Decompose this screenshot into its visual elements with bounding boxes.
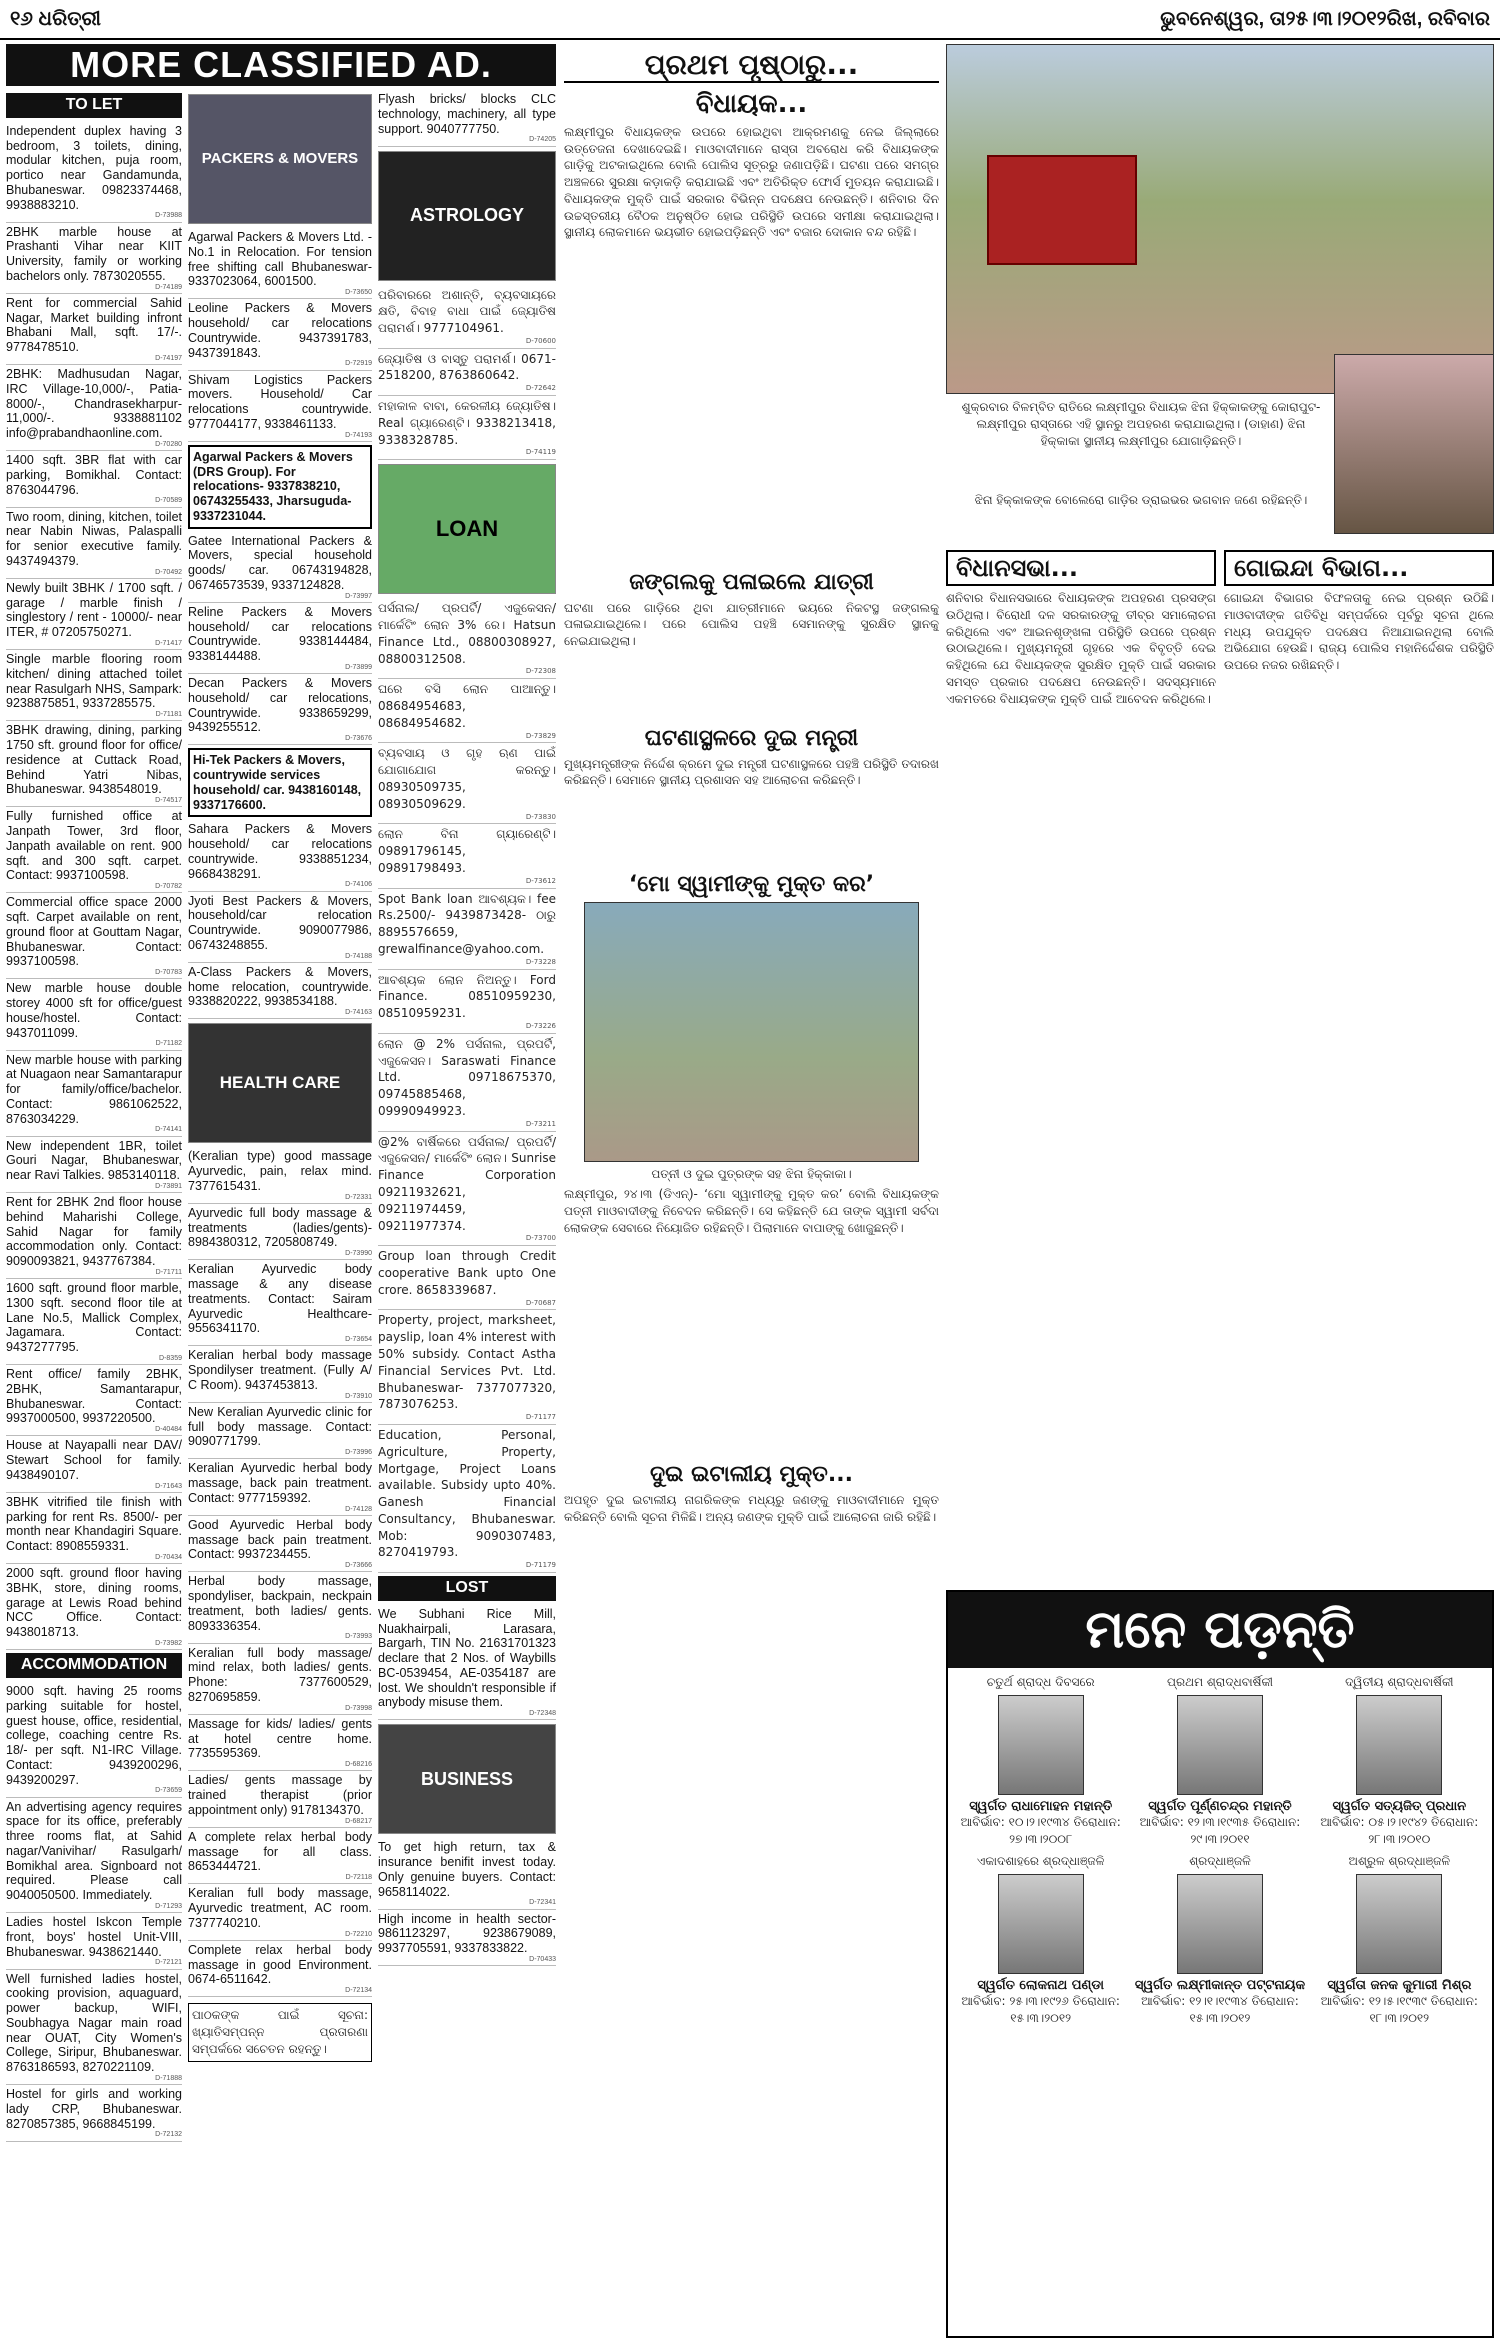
ad-code: D-73829 — [525, 731, 556, 740]
memorial-name: ସ୍ୱର୍ଗତ ପୂର୍ଣ୍ଣଚନ୍ଦ୍ର ମହାନ୍ତି — [1148, 1798, 1292, 1814]
classified-ad-text: @2% ବାର୍ଷିକରେ ପର୍ସନାଲ/ ପ୍ରପର୍ଟି/ ଏଜୁକେସନ/ ମାର୍କେଟିଂ ଲୋନ। Sunrise Finance Corporation 09211932621, 09211974459, 09211977374. — [378, 1134, 556, 1233]
classified-ad-text: New marble house double storey 4000 sft for office/guest house/hostel. Contact: 9437011099. — [6, 981, 182, 1040]
classified-ad — [188, 1346, 372, 1403]
classified-ad-text: Rent for 2BHK 2nd floor house behind Maharishi College, Sahid Nagar for family accommodation only. Contact: 9090093821, 9437767384. — [6, 1195, 182, 1269]
ad-code: D-70589 — [155, 497, 182, 505]
ad-code: D-72642 — [525, 384, 556, 393]
classified-ad — [188, 892, 372, 963]
classified-ad-text: Keralian herbal body massage Spondilyser treatment. (Fully A/ C Room). 9437453813. — [188, 1348, 372, 1392]
classified-ad — [188, 603, 372, 674]
ad-code: D-73990 — [345, 1250, 372, 1257]
classified-ad-text: To get high return, tax & insurance benifit invest today. Only genuine buyers. Contact: 9658114022. — [378, 1840, 556, 1899]
family-photo-caption: ପତ୍ନୀ ଓ ଦୁଇ ପୁତ୍ରଙ୍କ ସହ ଝିନା ହିକ୍କାକା। — [651, 1166, 852, 1181]
classified-ad-text: Well furnished ladies hostel, cooking provision, aquaguard, power backup, WIFI, Soubhagya Nagar main road near OUAT, City Women's College, Siripur, Bhubaneswar. 8763186593, 8270221109. — [6, 1971, 182, 2074]
classified-ad — [188, 1572, 372, 1643]
classified-ad — [188, 1715, 372, 1772]
ad-code: D-70433 — [529, 1955, 556, 1963]
ad-code: D-71888 — [155, 2074, 182, 2082]
memorial-dates: ଆବିର୍ଭାବ: ୧୨।୧।୧୯୩୪ ତିରୋଧାନ: ୧୫।୩।୨୦୧୨ — [1141, 1994, 1299, 2025]
lost-ad — [378, 1605, 556, 1721]
ad-code: D-73612 — [525, 876, 556, 885]
ad-code: D-70687 — [525, 1298, 556, 1307]
classified-ad-text: 2BHK marble house at Prashanti Vihar near KIIT University, family or working bachelors only. 7873020555. — [6, 224, 182, 283]
classified-ad — [188, 532, 372, 603]
ad-code: D-73997 — [345, 592, 372, 600]
classified-ad — [6, 1493, 182, 1564]
ad-code: D-74106 — [345, 881, 372, 889]
memorial-banner: ମନେ ପଡ଼ନ୍ତି — [948, 1592, 1492, 1668]
classified-ad-text: Fully furnished office at Janpath Tower, 3rd floor, Janpath available on rent. 900 sqft. and 300 sqft. carpet. Contact: 9937100598. — [6, 809, 182, 883]
classified-ad — [188, 674, 372, 745]
loan-list — [378, 598, 556, 1573]
classified-ad — [6, 721, 182, 807]
classified-ad-text: Ladies/ gents massage by trained therapist (prior appointment only) 9178134370. — [188, 1773, 372, 1817]
classified-ad — [188, 1459, 372, 1516]
memorial-photo — [998, 1874, 1084, 1974]
classified-ad — [188, 1516, 372, 1573]
memorial-label: ଦ୍ୱିତୀୟ ଶ୍ରାଦ୍ଧବାର୍ଷିକୀ — [1345, 1675, 1454, 1689]
classified-ad-text: Massage for kids/ ladies/ gents at hotel centre home. 7735595369. — [188, 1716, 372, 1761]
classified-ad-text: 3BHK drawing, dining, parking 1750 sft. ground floor for office/ residence at Cuttack Road, Behind Yatri Nibas, Bhubaneswar. 9438548019. — [6, 723, 182, 797]
memorial-entry — [1313, 1853, 1486, 2026]
story2-title: ଜଙ୍ଗଲକୁ ପଳାଇଲେ ଯାତ୍ରୀ — [629, 569, 874, 595]
memorial-photo — [1356, 1874, 1442, 1974]
ad-code: D-40484 — [155, 1426, 182, 1434]
classified-ad — [6, 650, 182, 721]
ad-code: D-72132 — [155, 2131, 182, 2139]
classified-ad-text: ଲୋନ ବିନା ଗ୍ୟାରେଣ୍ଟି। 09891796145, 09891798493. — [378, 827, 556, 876]
vidhansabha-title: ବିଧାନସଭା... — [946, 550, 1216, 586]
loan-logo — [378, 464, 556, 594]
classified-ad — [6, 1564, 182, 1650]
health-care-list — [188, 1147, 372, 1997]
classified-ad — [188, 371, 372, 442]
classified-ad — [378, 743, 556, 824]
flyash-ad-text: Flyash bricks/ blocks CLC technology, machinery, all type support. 9040777750. — [378, 92, 556, 136]
packers-movers-logo — [188, 94, 372, 224]
memorial-entry — [1133, 1674, 1306, 1847]
classified-ad-text: ବ୍ୟବସାୟ ଓ ଗୃହ ଋଣ ପାଇଁ ଯୋଗାଯୋଗ କରନ୍ତୁ। 08930509735, 08930509629. — [378, 746, 556, 811]
story1-title: ବିଧାୟକ... — [695, 89, 808, 120]
classified-ad — [6, 893, 182, 979]
classified-column-1 — [6, 90, 182, 2340]
classified-ad-text: Ayurvedic full body massage & treatments (ladies/gents)- 8984380312, 7205808749. — [188, 1205, 372, 1250]
business-list — [378, 1838, 556, 1966]
classified-ad-text: New Keralian Ayurvedic clinic for full body massage. Contact: 9090771799. — [188, 1404, 372, 1449]
vehicle-shape — [987, 155, 1137, 265]
ad-code: D-72919 — [345, 360, 372, 368]
ad-code: D-70783 — [155, 969, 182, 977]
classified-ad-text: Property, project, marksheet, payslip, loan 4% interest with 50% subsidy. Contact Astha Financial Services Pvt. Ltd. Bhubaneswar- 7377077320, 7873076253. — [378, 1313, 556, 1412]
classified-ad-text: (Keralian type) good massage Ayurvedic, pain, relax mind. 7377615431. — [188, 1149, 372, 1193]
classified-ad — [378, 1910, 556, 1967]
ad-code: D-73700 — [525, 1234, 556, 1243]
classified-ad-text: Complete relax herbal body massage in good Environment. 0674-6511642. — [188, 1942, 372, 1987]
classified-ad — [378, 824, 556, 888]
right-news-block — [946, 550, 1494, 1570]
classified-ad — [6, 1798, 182, 1914]
classified-ad-text: Independent duplex having 3 bedroom, 3 toilets, dining, modular kitchen, puja room, portico near Gandamunda, Bhubaneswar. 09823374468, 9938883210. — [6, 123, 182, 212]
accommodation-heading: ACCOMMODATION — [6, 1653, 182, 1678]
classified-ad — [6, 1051, 182, 1137]
lost-ad-text: We Subhani Rice Mill, Nuakhairpali, Larasara, Bargarh, TIN No. 21631701323 declare that 2 Nos. of Waybills BC-0539454, AE-0354187 are lost. We shouldn't responsible if anybody misuse them. — [378, 1606, 556, 1710]
memorial-photo — [1177, 1695, 1263, 1795]
classified-ad — [6, 122, 182, 223]
classified-ad-text: An advertising agency requires space for its office, preferably three rooms flat, at Sahid nagar/Vanivihar/ Rasulgarh/ Bomikhal area. Signboard not required. Please call 9040050500. Immediately. — [6, 1799, 182, 1902]
classified-ad — [6, 1279, 182, 1365]
classified-ad — [378, 1034, 556, 1132]
ad-code: D-72121 — [155, 1959, 182, 1967]
memorial-label: ଚତୁର୍ଥ ଶ୍ରାଦ୍ଧ ଦିବସରେ — [986, 1675, 1095, 1689]
classified-ad-text: Group loan through Credit cooperative Bank upto One crore. 8658339687. — [378, 1249, 556, 1297]
ad-code: D-74197 — [155, 354, 182, 362]
classified-ad — [188, 228, 372, 299]
flyash-ad — [378, 90, 556, 147]
classified-ad-text: Rent for commercial Sahid Nagar, Market building infront Bhabani Mall, sqft. 17/-. 9778478510. — [6, 295, 182, 355]
ad-code: D-71181 — [155, 711, 182, 719]
astrology-ad-3 — [378, 396, 556, 460]
classified-column-2 — [188, 90, 372, 2340]
memorial-dates: ଆବିର୍ଭାବ: ୨୫।୩।୧୯୨୬ ତିରୋଧାନ: ୧୫।୩।୨୦୧୨ — [961, 1994, 1120, 2025]
astrology-ad-2-text: ଜ୍ୟୋତିଷ ଓ ବାସ୍ତୁ ପରାମର୍ଶ। 0671-2518200, 8763860642. — [378, 351, 556, 383]
ad-code: D-73910 — [345, 1392, 372, 1400]
memorial-name: ସ୍ୱର୍ଗତ ସତ୍ୟଜିତ୍ ପ୍ରଧାନ — [1332, 1798, 1467, 1814]
ad-code: D-70600 — [525, 336, 556, 345]
business-logo — [378, 1724, 556, 1834]
memorial-photo — [1356, 1695, 1442, 1795]
classified-ad-text: 1600 sqft. ground floor marble, 1300 sqft. second floor tile at Lane No.5, Mallick Complex, Jagamara. Contact: 9437277795. — [6, 1281, 182, 1355]
classified-ad-text: New independent 1BR, toilet Gouri Nagar, Bhubaneswar, near Ravi Talkies. 9853140118. — [6, 1138, 182, 1183]
classified-ad — [378, 1838, 556, 1909]
right-news-columns — [946, 550, 1494, 1570]
quote-headline: ‘ମୋ ସ୍ୱାମୀଙ୍କୁ ମୁକ୍ତ କର’ — [628, 871, 875, 897]
ad-code: D-71293 — [155, 1902, 182, 1910]
memorial-photo — [1177, 1874, 1263, 1974]
classified-ad-text: Herbal body massage, spondyliser, backpain, neckpain treatment, both ladies/ gents. 8093336354. — [188, 1574, 372, 1633]
classified-ad — [6, 1365, 182, 1436]
ad-code: D-73993 — [345, 1633, 372, 1641]
memorial-entry — [954, 1853, 1127, 2026]
classified-ad-text: Good Ayurvedic Herbal body massage back pain treatment. Contact: 9937234455. — [188, 1517, 372, 1562]
classified-ad-text: Leoline Packers & Movers household/ car relocations Countrywide. 9437391783, 9437391843. — [188, 301, 372, 360]
ad-code: D-72210 — [345, 1930, 372, 1938]
classified-ad-text: A-Class Packers & Movers, home relocation, countrywide. 9338820222, 9938534188. — [188, 964, 372, 1009]
classified-ad-text: ଘରେ ବସି ଲୋନ ପାଆନ୍ତୁ। 08684954683, 08684954682. — [378, 682, 556, 730]
ad-code: D-73211 — [525, 1119, 556, 1128]
ad-code: D-73982 — [155, 1639, 182, 1647]
memorial-entry — [1313, 1674, 1486, 1847]
memorial-label: ଶ୍ରଦ୍ଧାଞ୍ଜଳି — [1189, 1854, 1251, 1869]
astrology-logo-text: ASTROLOGY — [409, 204, 524, 225]
ad-code: D-72341 — [529, 1899, 556, 1907]
classified-ad-text: Education, Personal, Agriculture, Property, Mortgage, Project Loans available. Subsidy upto 40%. Ganesh Financial Consultancy, Bhubaneswar. Mob: 9090307483, 8270419793. — [378, 1427, 556, 1560]
ad-code: D-74119 — [525, 448, 556, 457]
classified-ad-text: 2BHK: Madhusudan Nagar, IRC Village-10,000/-, Patia- 8000/-, Chandrasekharpur-11,000/-. 9338881102 info@prabandhaonline.com. — [6, 367, 182, 441]
classified-ad — [378, 889, 556, 970]
astrology-logo — [378, 151, 556, 281]
news-column-main — [564, 44, 939, 2339]
memorial-dates: ଆବିର୍ଭାବ: ୧୨।୩।୧୯୩୫ ତିରୋଧାନ: ୨୯।୩।୨୦୧୧ — [1139, 1814, 1301, 1846]
ad-code: D-73228 — [525, 957, 556, 966]
classified-ad — [6, 979, 182, 1050]
classified-ad — [188, 299, 372, 370]
classified-ad — [6, 508, 182, 579]
ad-code: D-74517 — [155, 797, 182, 805]
classified-ad — [6, 579, 182, 650]
ad-code: D-71177 — [525, 1413, 556, 1422]
classified-ad — [6, 1193, 182, 1279]
classified-ad-text: Keralian full body massage/ mind relax, both ladies/ gents. Phone: 7377600529, 8270695859. — [188, 1645, 372, 1704]
ad-code: D-72348 — [529, 1710, 556, 1718]
ad-code: D-70782 — [155, 883, 182, 891]
ad-code: D-73659 — [155, 1787, 182, 1795]
classified-ad-text: Single marble flooring room kitchen/ dining attached toilet near Rasulgarh NHS, Sampark: 9238875851, 9337285575. — [6, 652, 182, 711]
memorial-label: ପ୍ରଥମ ଶ୍ରାଦ୍ଧବାର୍ଷିକୀ — [1167, 1675, 1273, 1689]
memorial-label: ଏକାଦଶାହରେ ଶ୍ରଦ୍ଧାଞ୍ଜଳି — [976, 1854, 1105, 1869]
classified-ad — [378, 1425, 556, 1573]
packers-list-a — [188, 228, 372, 442]
classified-ad — [188, 1771, 372, 1828]
classified-ad-text: A complete relax herbal body massage for all class. 8653444721. — [188, 1829, 372, 1874]
health-care-logo — [188, 1023, 372, 1143]
ad-code: D-71711 — [155, 1268, 182, 1276]
classified-column-3 — [378, 90, 556, 2340]
ad-code: D-73676 — [345, 735, 372, 742]
classified-ad-text: ଲୋନ @ 2% ପର୍ସନାଲ, ପ୍ରପର୍ଟି, ଏଜୁକେସନ। Saraswati Finance Ltd. 09718675370, 09745885468, 09990949923. — [378, 1036, 556, 1118]
ad-code: D-74193 — [345, 431, 372, 439]
memorial-dates: ଆବିର୍ଭାବ: ୧୦।୨।୧୯୩୪ ତିରୋଧାନ: ୨୭।୩।୨୦୦୮ — [960, 1814, 1121, 1846]
classified-ad-text: ଆବଶ୍ୟକ ଲୋନ ନିଅନ୍ତୁ। Ford Finance. 08510959230, 08510959231. — [378, 972, 556, 1021]
packers-list-c — [188, 820, 372, 1019]
classified-ad-text: 2000 sqft. ground floor having 3BHK, store, dining rooms, garage at Lewis Road behind NCC Office. Contact: 9438018713. — [6, 1566, 182, 1640]
ad-code: D-8359 — [159, 1354, 182, 1362]
memorial-entry — [954, 1674, 1127, 1847]
classified-ad — [378, 679, 556, 743]
classified-ad-text: 9000 sqft. having 25 rooms parking suitable for hostel, guest house, office, residential, college, coaching centre Rs. 18/- per sqft. N1-IRC Village. Contact: 9439200296, 9439200297. — [6, 1684, 182, 1787]
classified-ad-text: Commercial office space 2000 sqft. Carpet available on rent, ground floor at Gouttam Nagar, Bhubaneswar. Contact: 9937100598. — [6, 895, 182, 969]
classified-ad — [6, 1970, 182, 2086]
astrology-ad-1 — [378, 285, 556, 349]
ad-code: D-70434 — [155, 1553, 182, 1561]
classified-ad-text: High income in health sector- 9861123297, 9238679089, 9937705591, 9337833822. — [378, 1911, 556, 1956]
classified-ad-text: Gatee International Packers & Movers, special household goods/ car. 06743194828, 06746573539, 9337124828. — [188, 533, 372, 592]
ad-code: D-73891 — [155, 1182, 182, 1190]
page-number: ୧୬ ଧରିତ୍ରୀ — [10, 7, 102, 30]
ad-code: D-72308 — [525, 667, 556, 676]
vidhansabha-story — [946, 550, 1216, 1570]
accommodation-list — [6, 1682, 182, 2142]
classified-ad-text: Sahara Packers & Movers household/ car relocations countrywide. 9338851234, 9668438291. — [188, 822, 372, 881]
ad-code: D-73666 — [345, 1562, 372, 1569]
classified-ad — [378, 970, 556, 1034]
classified-ad-text: House at Nayapalli near DAV/ Stewart School for family. 9438490107. — [6, 1438, 182, 1482]
memorial-name: ସ୍ୱର୍ଗତ ଲକ୍ଷ୍ମୀକାନ୍ତ ପଟ୍ଟନାୟକ — [1134, 1978, 1306, 1994]
memorial-label: ଅଶ୍ରୁଳ ଶ୍ରଦ୍ଧାଞ୍ଜଳି — [1348, 1854, 1451, 1869]
classified-ad-text: Jyoti Best Packers & Movers, household/car relocation Countrywide. 9090077986, 06743248855. — [188, 893, 372, 952]
vehicle-photo — [946, 44, 1494, 394]
astrology-ad-3-text: ମହାକାଳ ବାବା, କେରଳୀୟ ଜ୍ୟୋତିଷ। Real ଗ୍ୟାରେଣ୍ଟି। 9338213418, 9338328785. — [378, 399, 556, 447]
classified-ad — [188, 963, 372, 1020]
classified-banner: MORE CLASSIFIED AD. — [6, 44, 556, 86]
ad-code: D-68216 — [345, 1761, 372, 1768]
dateline: ଭୁବନେଶ୍ୱର, ତା୨୫।୩।୨୦୧୨ରିଖ, ରବିବାର — [1160, 7, 1490, 30]
memorial-entry — [1133, 1853, 1306, 2026]
memorial-name: ସ୍ୱର୍ଗତ ରାଧାମୋହନ ମହାନ୍ତି — [969, 1798, 1113, 1814]
classified-ad-text: New marble house with parking at Nuagaon near Samantarapur for family/office/bachelor. Contact: 9861062522, 8763034229. — [6, 1052, 182, 1126]
top-photo-block — [946, 44, 1494, 534]
classified-ad-text: Keralian full body massage, Ayurvedic treatment, AC room. 7377740210. — [188, 1886, 372, 1930]
story3-body: ମୁଖ୍ୟମନ୍ତ୍ରୀଙ୍କ ନିର୍ଦ୍ଦେଶ କ୍ରମେ ଦୁଇ ମନ୍ତ୍ରୀ ଘଟଣାସ୍ଥଳରେ ପହଞ୍ଚି ପରିସ୍ଥିତି ତଦାରଖ କରିଛନ୍ତି। ସେମାନେ ସ୍ଥାନୀୟ ପ୍ରଶାସନ ସହ ଆଲୋଚନା କରିଛନ୍ତି। — [564, 756, 939, 788]
classified-ad — [188, 1204, 372, 1261]
ad-code: D-73226 — [525, 1021, 556, 1030]
classified-ad-text: Hostel for girls and working lady CRP, Bhubaneswar. 8270857385, 9668845199. — [6, 2087, 182, 2131]
ad-code: D-70492 — [155, 568, 182, 576]
ad-code: D-74128 — [345, 1505, 372, 1513]
classified-ad-text: 1400 sqft. 3BR flat with car parking, Bomikhal. Contact: 8763044796. — [6, 453, 182, 497]
vidhansabha-body: ଶନିବାର ବିଧାନସଭାରେ ବିଧାୟକଙ୍କ ଅପହରଣ ପ୍ରସଙ୍ଗ ଉଠିଥିଲା। ବିରୋଧୀ ଦଳ ସରକାରଙ୍କୁ ତୀବ୍ର ସମାଲୋଚନା କରିଥିଲେ ଏବଂ ଆଇନଶୃଙ୍ଖଳା ପରିସ୍ଥିତି ଉପରେ ପ୍ରଶ୍ନ ଉଠାଇଥିଲେ। ମୁଖ୍ୟମନ୍ତ୍ରୀ ଗୃହରେ ଏକ ବିବୃତ୍ତି ଦେଇ କହିଥିଲେ ଯେ ବିଧାୟକଙ୍କ ସୁରକ୍ଷିତ ମୁକ୍ତି ପାଇଁ ସରକାର ସମସ୍ତ ପ୍ରକାର ପଦକ୍ଷେପ ନେଉଛନ୍ତି। ସଦସ୍ୟମାନେ ଏକମତରେ ବିଧାୟକଙ୍କ ମୁକ୍ତି ପାଇଁ ଆବେଦନ କରିଥିଲେ। — [946, 591, 1216, 706]
ad-code: D-74188 — [345, 952, 372, 960]
ad-code: D-73899 — [345, 663, 372, 671]
classified-ad — [378, 1246, 556, 1310]
ad-code: D-71417 — [155, 639, 182, 647]
section-title: ପ୍ରଥମ ପୃଷ୍ଠାରୁ... — [564, 48, 939, 83]
classified-ad-text: Rent office/ family 2BHK, 2BHK, Samantarapur, Bhubaneswar. Contact: 9937000500, 9937220500. — [6, 1367, 182, 1426]
story1-body: ଲକ୍ଷ୍ମୀପୁର ବିଧାୟକଙ୍କ ଉପରେ ହୋଇଥିବା ଆକ୍ରମଣକୁ ନେଇ ଜିଲ୍ଲାରେ ଉତ୍ତେଜନା ଦେଖାଦେଇଛି। ମାଓବାଦୀମାନେ ରାସ୍ତା ଅବରୋଧ କରି ବିଧାୟକଙ୍କ ଗାଡ଼ିକୁ ଅଟକାଇଥିଲେ ବୋଲି ପୋଲିସ ସୂତ୍ରରୁ ଜଣାପଡ଼ିଛି। ଘଟଣା ପରେ ସମଗ୍ର ଅଞ୍ଚଳରେ ସୁରକ୍ଷା କଡ଼ାକଡ଼ି କରାଯାଇଛି ଏବଂ ଅତିରିକ୍ତ ଫୋର୍ସ ମୁତୟନ କରାଯାଇଛି। ବିଧାୟକଙ୍କ ମୁକ୍ତି ପାଇଁ ସରକାର ବିଭିନ୍ନ ପଦକ୍ଷେପ ନେଉଛନ୍ତି। ଶନିବାର ଦିନ ଉଚ୍ଚସ୍ତରୀୟ ବୈଠକ ଅନୁଷ୍ଠିତ ହୋଇ ପରିସ୍ଥିତି ଉପରେ ସମୀକ୍ଷା କରାଯାଇଥିଲା। ସ୍ଥାନୀୟ ଲୋକମାନେ ଭୟଭୀତ ହୋଇପଡ଼ିଛନ୍ତି ଏବଂ ବଜାର ଦୋକାନ ବନ୍ଦ ରହିଛି। — [564, 124, 939, 240]
memorial-grid — [948, 1668, 1492, 2033]
classified-ad-text: Reline Packers & Movers household/ car relocations Countrywide. 9338144484, 9338144488. — [188, 604, 372, 663]
classified-ad-text: Keralian Ayurvedic body massage & any disease treatments. Contact: Sairam Ayurvedic Healthcare- 9556341170. — [188, 1262, 372, 1336]
classified-ad — [188, 1403, 372, 1460]
goenda-body: ଗୋଇନ୍ଦା ବିଭାଗର ବିଫଳତାକୁ ନେଇ ପ୍ରଶ୍ନ ଉଠିଛି। ମାଓବାଦୀଙ୍କ ଗତିବିଧି ସମ୍ପର୍କରେ ପୂର୍ବରୁ ସୂଚନା ଥିଲେ ମଧ୍ୟ ଉପଯୁକ୍ତ ପଦକ୍ଷେପ ନିଆଯାଇନଥିଲା ବୋଲି ଅଭିଯୋଗ ହେଉଛି। ରାଜ୍ୟ ପୋଲିସ ମହାନିର୍ଦ୍ଦେଶକ ପରିସ୍ଥିତି ଉପରେ ନଜର ରଖିଛନ୍ତି। — [1224, 591, 1494, 673]
ad-code: D-72134 — [345, 1987, 372, 1994]
memorial-name: ସ୍ୱର୍ଗତା ଜନକ କୁମାରୀ ମିଶ୍ର — [1327, 1978, 1472, 1994]
classified-ad — [188, 1884, 372, 1941]
classified-ad-text: 3BHK vitrified tile finish with parking for rent Rs. 8500/- per month near Khandagiri Square. Contact: 8908559331. — [6, 1494, 182, 1554]
classified-ad — [6, 1137, 182, 1194]
ad-code: D-73650 — [345, 289, 372, 296]
classified-ad — [6, 365, 182, 451]
agarwal-boxed-ad: Agarwal Packers & Movers (DRS Group). For relocations- 9337838210, 06743255433, Jharsuguda- 9337231044. — [188, 445, 372, 529]
classified-ad — [6, 223, 182, 294]
lost-heading: LOST — [378, 1576, 556, 1601]
to-let-list — [6, 122, 182, 1650]
astrology-ad-2 — [378, 349, 556, 396]
ad-code: D-73830 — [525, 812, 556, 821]
ad-code: D-74189 — [155, 283, 182, 291]
classified-ad-text: ପର୍ସନାଲ/ ପ୍ରପର୍ଟି/ ଏଜୁକେସନ/ ମାର୍କେଟିଂ ଲୋନ 3% ରେ। Hatsun Finance Ltd., 08800308927, 08800312508. — [378, 601, 556, 666]
packers-list-b — [188, 532, 372, 746]
to-let-heading: TO LET — [6, 93, 182, 118]
classified-ad-text: Newly built 3BHK / 1700 sqft. / garage / marble finish / singlestory / rent - 10000/- near ITER, # 07205750271. — [6, 580, 182, 640]
ad-code: D-73988 — [155, 212, 182, 220]
astrology-ad-1-text: ପରିବାରରେ ଅଶାନ୍ତି, ବ୍ୟବସାୟରେ କ୍ଷତି, ବିବାହ ବାଧା ପାଇଁ ଜ୍ୟୋତିଷ ପରାମର୍ଶ। 9777104961. — [378, 287, 556, 336]
reader-notice: ପାଠକଙ୍କ ପାଇଁ ସୂଚନା: ଖ୍ୟାତିସମ୍ପନ୍ନ ପ୍ରତାରଣା ସମ୍ପର୍କରେ ସଚେତନ ରହନ୍ତୁ। — [188, 2003, 372, 2061]
classified-ad — [188, 1260, 372, 1346]
classified-ad-text: Decan Packers & Movers household/ car relocations, Countrywide. 9338659299, 9439255512. — [188, 676, 372, 735]
classified-ad — [6, 451, 182, 508]
ad-code: D-71179 — [525, 1561, 556, 1570]
memorial-section — [946, 1590, 1494, 2338]
classified-ad — [378, 598, 556, 679]
classified-ad-text: Agarwal Packers & Movers Ltd. - No.1 in Relocation. For tension free shifting call Bhubaneswar- 9337023064, 6001500. — [188, 230, 372, 289]
family-photo — [584, 902, 919, 1162]
classified-ad — [6, 2085, 182, 2142]
classified-ad — [6, 1436, 182, 1493]
classified-ad — [188, 1147, 372, 1204]
classified-ad — [6, 1682, 182, 1798]
ad-code: D-71182 — [155, 1040, 182, 1048]
ad-code: D-73654 — [345, 1336, 372, 1343]
classified-ad — [188, 1828, 372, 1885]
ad-code: D-71643 — [155, 1482, 182, 1490]
classified-ad — [6, 1913, 182, 1970]
ad-code: D-73996 — [345, 1449, 372, 1456]
packers-movers-logo-text: PACKERS & MOVERS — [201, 150, 359, 168]
goenda-story — [1224, 550, 1494, 1570]
story5-title: ଦୁଇ ଇଟାଲୀୟ ମୁକ୍ତ... — [650, 1462, 853, 1488]
memorial-dates: ଆବିର୍ଭାବ: ୦୫।୨।୧୯୪୨ ତିରୋଧାନ: ୨୮।୩।୨୦୧୦ — [1320, 1814, 1479, 1846]
ad-code: D-70280 — [155, 440, 182, 448]
ad-code: D-74141 — [155, 1126, 182, 1134]
business-logo-text: BUSINESS — [420, 1768, 514, 1789]
photo-caption-2: ଝିନା ହିକ୍କାକଙ୍କ ବୋଲେରୋ ଗାଡ଼ିର ଡ୍ରାଇଭର ଭଗବାନ ଜଣେ ରହିଛନ୍ତି। — [974, 493, 1308, 507]
memorial-name: ସ୍ୱର୍ଗତ ଲୋକନାଥ ପଣ୍ଡା — [977, 1978, 1104, 1994]
story4-body: ଲକ୍ଷ୍ମୀପୁର, ୨୪।୩ (ଡିଏନ୍‌)- ‘ମୋ ସ୍ୱାମୀଙ୍କୁ ମୁକ୍ତ କର’ ବୋଲି ବିଧାୟକଙ୍କ ପତ୍ନୀ ମାଓବାଦୀଙ୍କୁ ନିବେଦନ କରିଛନ୍ତି। ସେ କହିଛନ୍ତି ଯେ ତାଙ୍କ ସ୍ୱାମୀ ସର୍ବଦା ଲୋକଙ୍କ ସେବାରେ ନିୟୋଜିତ ରହିଛନ୍ତି। ପିଲାମାନେ ବାପାଙ୍କୁ ଖୋଜୁଛନ୍ତି। — [564, 1187, 939, 1235]
story5-body: ଅପହୃତ ଦୁଇ ଇଟାଲୀୟ ନାଗରିକଙ୍କ ମଧ୍ୟରୁ ଜଣଙ୍କୁ ମାଓବାଦୀମାନେ ମୁକ୍ତ କରିଛନ୍ତି ବୋଲି ସୂଚନା ମିଳିଛି। ଅନ୍ୟ ଜଣଙ୍କ ମୁକ୍ତି ପାଇଁ ଆଲୋଚନା ଜାରି ରହିଛି। — [564, 1493, 939, 1525]
ad-code: D-73998 — [345, 1704, 372, 1712]
classified-ad — [6, 294, 182, 365]
classified-ad — [188, 820, 372, 891]
classified-ad — [6, 807, 182, 893]
loan-logo-text: LOAN — [435, 516, 499, 542]
ad-code: D-68217 — [345, 1817, 372, 1825]
classified-ad-text: Ladies hostel Iskcon Temple front, boys' hostel Unit-VIII, Bhubaneswar. 9438621440. — [6, 1915, 182, 1959]
classified-ad — [188, 1941, 372, 1998]
page-header — [0, 0, 1500, 40]
story2-body: ଘଟଣା ପରେ ଗାଡ଼ିରେ ଥିବା ଯାତ୍ରୀମାନେ ଭୟରେ ନିକଟସ୍ଥ ଜଙ୍ଗଲକୁ ପଳାଇଯାଇଥିଲେ। ପରେ ପୋଲିସ ପହଞ୍ଚି ସେମାନଙ୍କୁ ସୁରକ୍ଷିତ ସ୍ଥାନକୁ ନେଇଯାଇଥିଲା। — [564, 600, 939, 649]
ad-code: D-74205 — [529, 136, 556, 144]
classified-ad — [378, 1132, 556, 1247]
classified-ad-text: Shivam Logistics Packers movers. Household/ Car relocations countrywide. 9777044177, 9338461133. — [188, 372, 372, 431]
ad-code: D-72118 — [345, 1874, 372, 1881]
photo-caption: ଶୁକ୍ରବାର ବିଳମ୍ବିତ ରାତିରେ ଲକ୍ଷ୍ମୀପୁର ବିଧାୟକ ଝିନା ହିକ୍କାକଙ୍କୁ କୋରାପୁଟ-ଲକ୍ଷ୍ମୀପୁର ରାସ୍ତାରେ ଏହି ସ୍ଥାନରୁ ଅପହରଣ କରାଯାଇଥିଲା। (ଡାହାଣ) ଝିନା ହିକ୍କାକା ସ୍ଥାନୀୟ ଲକ୍ଷ୍ମୀପୁର ଯୋଗାଡ଼ିଛନ୍ତି। — [961, 400, 1321, 448]
memorial-dates: ଆବିର୍ଭାବ: ୧୨।୫।୧୯୩୯ ତିରୋଧାନ: ୧୮।୩।୨୦୧୨ — [1320, 1994, 1478, 2025]
health-care-logo-text: HEALTH CARE — [219, 1073, 341, 1093]
classified-ad-text: Two room, dining, kitchen, toilet near Nabin Niwas, Palaspalli for senior executive family. 9437494379. — [6, 509, 182, 568]
story3-title: ଘଟଣାସ୍ଥଳରେ ଦୁଇ ମନ୍ତ୍ରୀ — [644, 725, 859, 751]
classified-ad-text: Spot Bank loan ଆବଶ୍ୟକ। fee Rs.2500/- 9439873428- ଠାରୁ 8895576659, grewalfinance@yahoo.com. — [378, 891, 556, 956]
classified-ad-text: Keralian Ayurvedic herbal body massage, back pain treatment. Contact: 9777159392. — [188, 1461, 372, 1505]
classified-ad — [188, 1644, 372, 1715]
classified-ad — [378, 1310, 556, 1425]
ad-code: D-74163 — [345, 1009, 372, 1016]
memorial-photo — [998, 1695, 1084, 1795]
hitek-boxed-ad: Hi-Tek Packers & Movers, countrywide services household/ car. 9438160148, 9337176600. — [188, 748, 372, 817]
mla-portrait — [1334, 354, 1494, 534]
goenda-title: ଗୋଇନ୍ଦା ବିଭାଗ... — [1224, 550, 1494, 586]
ad-code: D-72331 — [345, 1193, 372, 1201]
